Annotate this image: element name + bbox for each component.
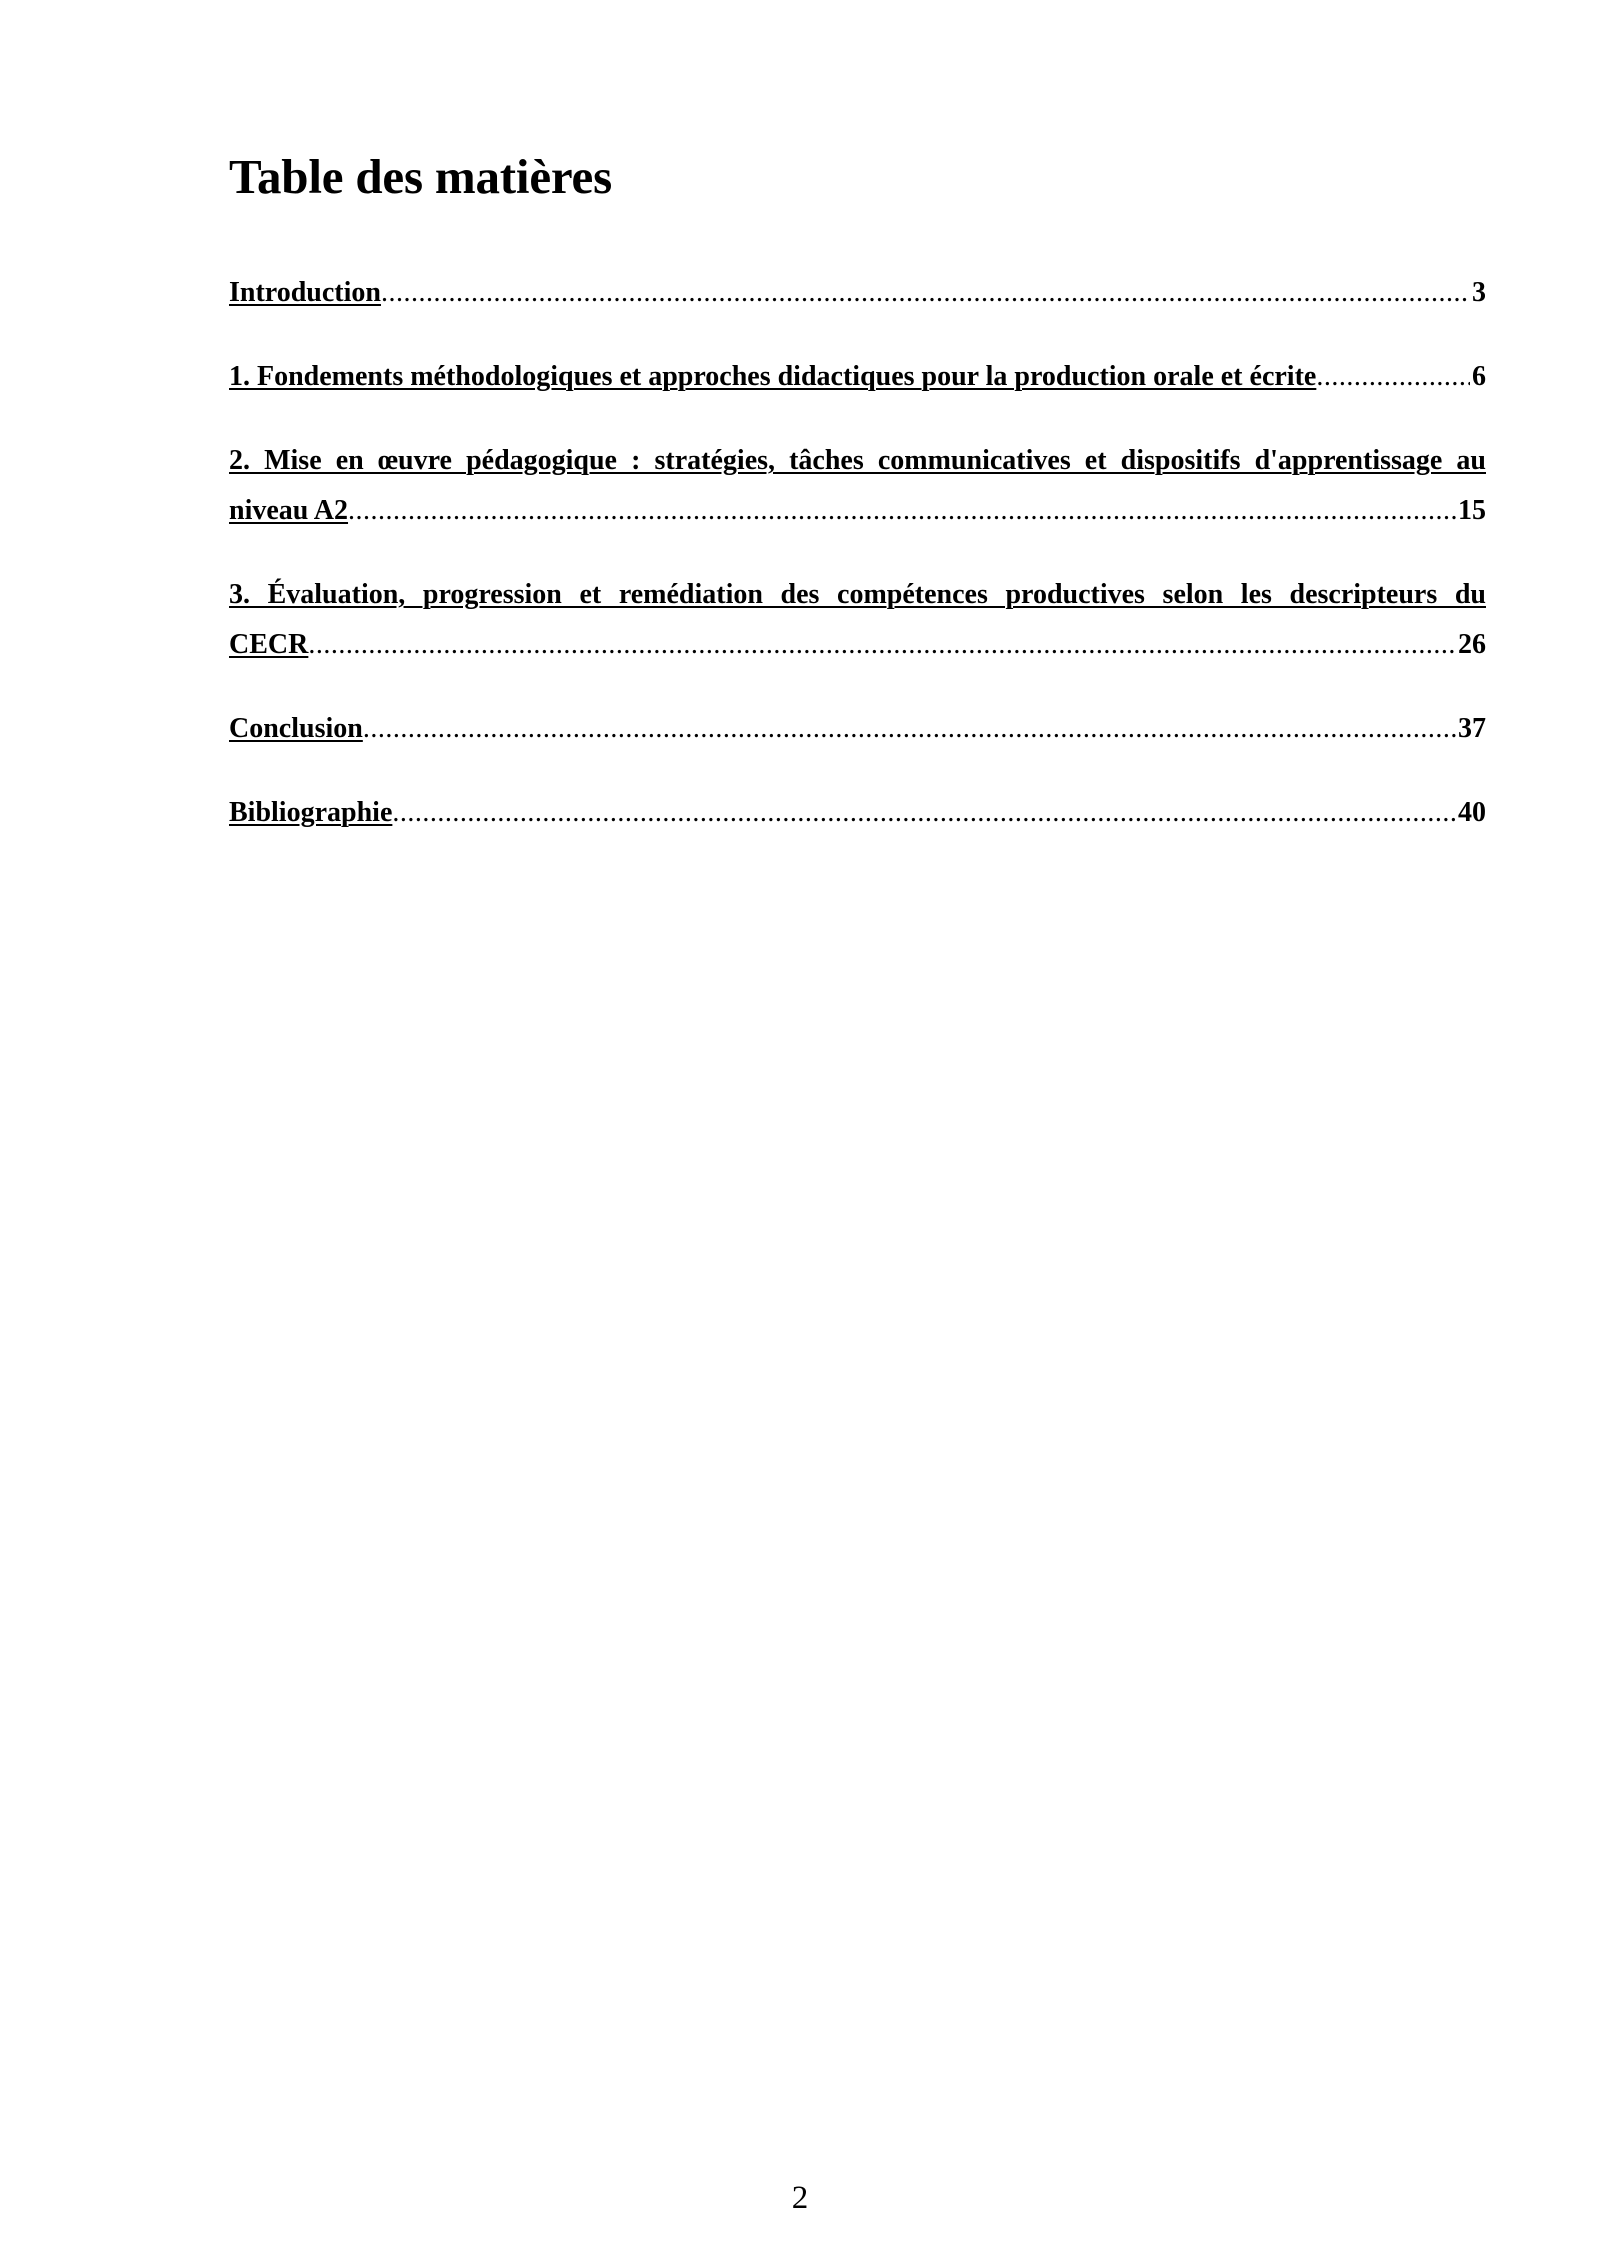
toc-entry-label: CECR (229, 629, 309, 660)
toc-line (229, 704, 1486, 754)
toc-line (229, 620, 1486, 670)
toc-line (229, 352, 1486, 402)
toc-line (229, 788, 1486, 838)
toc-entry-introduction[interactable] (229, 268, 1486, 352)
dot-leader (381, 268, 1470, 318)
toc-entry-conclusion[interactable] (229, 704, 1486, 788)
dot-leader (1316, 352, 1470, 402)
toc-line (229, 268, 1486, 318)
toc-entry-page: 15 (1458, 495, 1486, 526)
dot-leader (348, 486, 1456, 536)
page-number: 2 (791, 2180, 809, 2216)
dot-leader (392, 788, 1456, 838)
toc-entry-label: niveau A2 (229, 495, 349, 526)
toc-entry-page: 26 (1458, 629, 1486, 660)
toc-entry-label: Conclusion (229, 713, 363, 744)
table-of-contents (229, 268, 1486, 872)
toc-entry-bibliographie[interactable] (229, 788, 1486, 872)
dot-leader (308, 620, 1456, 670)
toc-entry-page: 3 (1472, 277, 1486, 308)
toc-line (229, 436, 1486, 486)
toc-entry-section-1[interactable] (229, 352, 1486, 436)
toc-entry-page: 6 (1472, 361, 1486, 392)
toc-line (229, 570, 1486, 620)
toc-entry-label: Introduction (229, 277, 381, 308)
dot-leader (363, 704, 1456, 754)
toc-entry-page: 37 (1458, 713, 1486, 744)
page-title: Table des matières (229, 149, 612, 204)
toc-entry-page: 40 (1458, 797, 1486, 828)
toc-entry-section-3[interactable] (229, 570, 1486, 704)
toc-entry-label-line1: 2. Mise en œuvre pédagogique : stratégies, tâches communicatives et dispositifs d'apprentissage au (229, 445, 1486, 476)
toc-entry-label-line1: 3. Évaluation, progression et remédiation des compétences productives selon les descripteurs du (229, 579, 1486, 610)
toc-entry-label: 1. Fondements méthodologiques et approches didactiques pour la production orale et écrite (229, 361, 1317, 392)
toc-entry-label: Bibliographie (229, 797, 393, 828)
toc-entry-section-2[interactable] (229, 436, 1486, 570)
toc-line (229, 486, 1486, 536)
